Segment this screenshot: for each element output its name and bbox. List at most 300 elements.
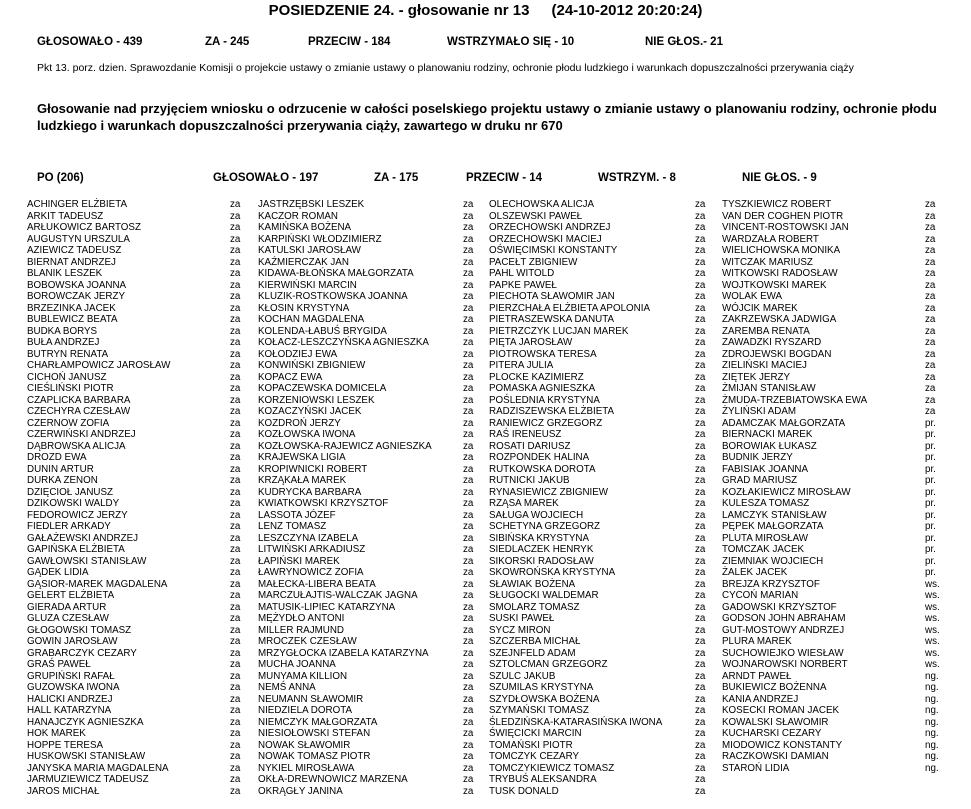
vote-value: za (695, 785, 706, 797)
deputy-name: CZERNOW ZOFIA (27, 417, 110, 429)
vote-value: za (695, 532, 706, 544)
deputy-name: SIEDLACZEK HENRYK (489, 544, 594, 555)
deputy-name: GAPIŃSKA ELŻBIETA (27, 544, 125, 555)
vote-value: za (925, 291, 936, 302)
vote-value: za (230, 521, 241, 532)
vote-value: za (463, 682, 474, 693)
deputy-name: CICHOŃ JANUSZ (27, 371, 107, 383)
vote-value: za (463, 590, 474, 601)
vote-value: za (695, 624, 706, 636)
vote-row (722, 648, 942, 660)
vote-value: za (463, 647, 474, 659)
vote-value: za (230, 325, 241, 337)
vote-value: za (695, 762, 706, 774)
total-no: PRZECIW - 184 (308, 36, 391, 48)
vote-value: pr. (925, 544, 936, 555)
vote-value: za (925, 268, 936, 279)
vote-value: za (695, 739, 706, 751)
vote-value: za (230, 728, 241, 739)
deputy-name: WOJTKOWSKI MAREK (722, 279, 827, 291)
vote-value: za (695, 544, 706, 555)
vote-value: za (695, 567, 706, 578)
vote-value: za (463, 429, 474, 440)
deputy-name: DROZD EWA (27, 452, 87, 463)
vote-row (489, 464, 705, 476)
deputy-name: KATULSKI JAROSŁAW (258, 245, 361, 256)
vote-value: za (463, 670, 474, 682)
vote-value: za (463, 463, 474, 475)
vote-value: za (463, 532, 474, 544)
deputy-name: RACZKOWSKI DAMIAN (722, 751, 829, 762)
deputy-name: KOZŁOWSKA IWONA (258, 429, 356, 440)
vote-row (258, 268, 479, 280)
vote-value: za (463, 325, 474, 337)
vote-value: za (230, 475, 241, 486)
vote-row (258, 418, 479, 430)
vote-value: za (463, 751, 474, 762)
vote-value: za (230, 647, 241, 659)
deputy-name: MĘŻYDŁO ANTONI (258, 613, 345, 624)
vote-value: za (463, 498, 474, 509)
vote-value: pr. (925, 521, 936, 532)
vote-value: za (925, 383, 936, 394)
deputy-name: SIKORSKI RADOSŁAW (489, 555, 594, 567)
vote-row (489, 360, 705, 372)
vote-value: za (695, 325, 706, 337)
deputy-name: ŻYLIŃSKI ADAM (722, 406, 797, 417)
deputy-name: BRZEZINKA JACEK (27, 302, 116, 314)
vote-row (722, 590, 942, 602)
vote-value: za (230, 463, 241, 475)
vote-value: za (463, 348, 474, 360)
vote-value: za (925, 337, 936, 348)
vote-row (27, 763, 252, 775)
deputy-name: KAMIŃSKA BOŻENA (258, 222, 352, 233)
vote-row (27, 694, 252, 706)
vote-row (489, 383, 705, 395)
deputy-name: SZYDŁOWSKA BOŻENA (489, 693, 600, 705)
vote-row (258, 751, 479, 763)
deputy-name: PACEŁT ZBIGNIEW (489, 256, 578, 268)
club-voted: GŁOSOWAŁO - 197 (213, 172, 319, 184)
deputy-name: KOZACZYŃSKI JACEK (258, 406, 362, 417)
vote-value: za (230, 417, 241, 429)
vote-value: za (695, 659, 706, 670)
deputy-name: SZYMAŃSKI TOMASZ (489, 705, 589, 716)
vote-row (489, 372, 705, 384)
vote-row (489, 234, 705, 246)
vote-value: za (463, 601, 474, 613)
vote-value: za (230, 555, 241, 567)
vote-row (27, 567, 252, 579)
vote-value: za (463, 475, 474, 486)
deputy-name: GAŁAŻEWSKI ANDRZEJ (27, 532, 139, 544)
vote-row (27, 291, 252, 303)
vote-row (722, 429, 942, 441)
vote-row (27, 544, 252, 556)
deputy-name: CZECHYRA CZESŁAW (27, 406, 131, 417)
vote-value: za (463, 762, 474, 774)
vote-value: za (695, 222, 706, 233)
vote-value: za (230, 532, 241, 544)
vote-value: za (230, 256, 241, 268)
vote-value: za (463, 636, 474, 647)
vote-value: za (230, 590, 241, 601)
deputy-name: SUSKI PAWEŁ (489, 613, 555, 624)
deputy-name: MAŁECKA-LIBERA BEATA (258, 578, 376, 590)
vote-value: za (230, 613, 241, 624)
deputy-name: BREJZA KRZYSZTOF (722, 578, 820, 590)
vote-row (27, 682, 252, 694)
deputy-name: KOWALSKI SŁAWOMIR (722, 716, 829, 728)
vote-row (27, 740, 252, 752)
vote-row (722, 579, 942, 591)
deputy-name: KŁOSIN KRYSTYNA (258, 302, 350, 314)
vote-value: ws. (925, 647, 940, 659)
vote-value: za (230, 337, 241, 348)
vote-value: za (695, 716, 706, 728)
deputy-name: KOPACZ EWA (258, 371, 323, 383)
deputy-name: SZUMILAS KRYSTYNA (489, 682, 594, 693)
deputy-name: PIĘTA JAROSŁAW (489, 337, 573, 348)
deputy-name: NEUMANN SŁAWOMIR (258, 693, 364, 705)
deputy-name: KACZOR ROMAN (258, 210, 339, 222)
vote-row (258, 395, 479, 407)
vote-row (258, 222, 479, 234)
vote-row (489, 579, 705, 591)
vote-value: ws. (925, 613, 940, 624)
vote-value: za (463, 268, 474, 279)
deputy-name: OLSZEWSKI PAWEŁ (489, 210, 583, 222)
vote-value: za (463, 486, 474, 498)
vote-value: za (695, 210, 706, 222)
vote-value: ng. (925, 705, 939, 716)
deputy-name: TOMCZYKIEWICZ TOMASZ (489, 762, 615, 774)
vote-value: za (230, 509, 241, 521)
deputy-name: KONWIŃSKI ZBIGNIEW (258, 360, 366, 371)
vote-value: za (695, 256, 706, 268)
page-title (0, 2, 971, 20)
deputy-name: ARNDT PAWEŁ (722, 670, 792, 682)
vote-row (489, 751, 705, 763)
deputy-name: HALICKI ANDRZEJ (27, 693, 113, 705)
vote-row (722, 395, 942, 407)
vote-value: za (925, 245, 936, 256)
deputy-name: GRAŚ PAWEŁ (27, 659, 91, 670)
vote-value: za (230, 498, 241, 509)
vote-value: za (463, 578, 474, 590)
vote-row (489, 429, 705, 441)
vote-value: za (695, 728, 706, 739)
vote-value: za (695, 291, 706, 302)
vote-value: za (230, 371, 241, 383)
vote-value: za (230, 601, 241, 613)
vote-row (489, 786, 705, 798)
vote-row (258, 245, 479, 257)
total-not-voted: NIE GŁOS.- 21 (645, 36, 723, 48)
vote-value: za (695, 394, 706, 406)
deputy-name: PĘPEK MAŁGORZATA (722, 521, 824, 532)
deputy-name: KULESZA TOMASZ (722, 498, 810, 509)
deputy-name: PITERA JULIA (489, 360, 554, 371)
vote-value: za (230, 210, 241, 222)
deputy-name: KLUZIK-ROSTKOWSKA JOANNA (258, 291, 408, 302)
vote-row (722, 728, 942, 740)
vote-value: za (230, 222, 241, 233)
vote-value: pr. (925, 498, 936, 509)
deputy-name: GLUZA CZESŁAW (27, 613, 109, 624)
deputy-name: ŻALEK JACEK (722, 567, 788, 578)
deputy-name: PLUTA MIROSŁAW (722, 532, 809, 544)
vote-value: za (230, 279, 241, 291)
club-summary (0, 172, 971, 188)
vote-row (27, 268, 252, 280)
vote-row (27, 659, 252, 671)
deputy-name: SIBIŃSKA KRYSTYNA (489, 532, 590, 544)
vote-row (27, 590, 252, 602)
vote-row (489, 211, 705, 223)
vote-value: ws. (925, 659, 940, 670)
deputy-name: GĄSIOR-MAREK MAGDALENA (27, 578, 168, 590)
deputy-name: SMOLARZ TOMASZ (489, 601, 580, 613)
vote-datetime: (24-10-2012 20:20:24) (551, 2, 703, 19)
vote-row (489, 280, 705, 292)
deputy-name: HALL KATARZYNA (27, 705, 112, 716)
vote-row (722, 222, 942, 234)
vote-row (258, 406, 479, 418)
deputy-name: ACHINGER ELŻBIETA (27, 199, 127, 210)
vote-row (258, 717, 479, 729)
vote-row (258, 774, 479, 786)
deputy-name: FIEDLER ARKADY (27, 521, 111, 532)
vote-value: za (925, 199, 936, 210)
vote-row (489, 349, 705, 361)
vote-row (27, 613, 252, 625)
vote-row (27, 257, 252, 269)
vote-row (722, 705, 942, 717)
deputy-name: MUCHA JOANNA (258, 659, 336, 670)
deputy-name: ZDROJEWSKI BOGDAN (722, 348, 832, 360)
vote-row (489, 337, 705, 349)
deputy-name: CZAPLICKA BARBARA (27, 394, 131, 406)
vote-row (722, 464, 942, 476)
deputy-name: KOZŁAKIEWICZ MIROSŁAW (722, 486, 851, 498)
vote-row (489, 418, 705, 430)
deputy-name: TOMCZAK JACEK (722, 544, 805, 555)
vote-row (27, 395, 252, 407)
deputy-name: NYKIEL MIROSŁAWA (258, 762, 355, 774)
vote-row (27, 579, 252, 591)
vote-row (258, 705, 479, 717)
vote-value: za (695, 647, 706, 659)
vote-row (258, 659, 479, 671)
vote-value: ws. (925, 624, 940, 636)
club-name: PO (206) (37, 172, 84, 184)
vote-value: ng. (925, 693, 939, 705)
vote-value: za (695, 337, 706, 348)
deputy-name: KWIATKOWSKI KRZYSZTOF (258, 498, 389, 509)
vote-row (489, 774, 705, 786)
vote-value: za (230, 268, 241, 279)
vote-value: za (463, 716, 474, 728)
vote-value: za (230, 291, 241, 302)
deputy-name: ORZECHOWSKI ANDRZEJ (489, 222, 611, 233)
vote-row (258, 452, 479, 464)
vote-row (258, 314, 479, 326)
vote-value: za (463, 693, 474, 705)
deputy-name: ZIEMNIAK WOJCIECH (722, 555, 824, 567)
vote-row (722, 383, 942, 395)
vote-value: za (230, 670, 241, 682)
vote-row (27, 337, 252, 349)
deputy-name: ZAREMBA RENATA (722, 325, 810, 337)
deputy-name: GUZOWSKA IWONA (27, 682, 120, 693)
deputy-name: AUGUSTYN URSZULA (27, 233, 130, 245)
deputy-name: SZEJNFELD ADAM (489, 647, 576, 659)
vote-value: za (230, 440, 241, 452)
deputy-name: OKŁA-DREWNOWICZ MARZENA (258, 774, 408, 785)
deputy-name: KROPIWNICKI ROBERT (258, 463, 368, 475)
agenda-item: Pkt 13. porz. dzien. Sprawozdanie Komisji o projekcie ustawy o zmianie ustawy o planowaniu rodziny, ochronie płodu ludzkiego i warunkach dopuszczalności przerywania ciąży (37, 62, 854, 74)
deputy-name: GUT-MOSTOWY ANDRZEJ (722, 624, 845, 636)
vote-value: za (463, 383, 474, 394)
vote-row (722, 211, 942, 223)
vote-value: za (695, 268, 706, 279)
vote-row (27, 349, 252, 361)
vote-row (722, 314, 942, 326)
deputy-name: BUKIEWICZ BOŻENNA (722, 682, 827, 693)
vote-value: za (463, 406, 474, 417)
vote-row (489, 510, 705, 522)
vote-value: za (695, 590, 706, 601)
deputy-name: GAWŁOWSKI STANISŁAW (27, 555, 147, 567)
vote-value: za (230, 314, 241, 325)
deputy-name: NEMŚ ANNA (258, 682, 316, 693)
vote-value: za (230, 636, 241, 647)
vote-row (258, 579, 479, 591)
deputy-name: WOLAK EWA (722, 291, 783, 302)
vote-value: za (463, 728, 474, 739)
vote-row (258, 475, 479, 487)
vote-row (489, 763, 705, 775)
vote-row (258, 648, 479, 660)
deputy-name: ZAWADZKI RYSZARD (722, 337, 822, 348)
deputy-name: DURKA ZENON (27, 475, 98, 486)
vote-value: za (695, 705, 706, 716)
vote-value: za (463, 314, 474, 325)
vote-value: za (695, 233, 706, 245)
vote-value: za (695, 199, 706, 210)
vote-value: za (695, 774, 706, 785)
deputy-name: PIERZCHAŁA ELŻBIETA APOLONIA (489, 302, 650, 314)
vote-row (489, 613, 705, 625)
vote-row (722, 475, 942, 487)
vote-value: za (925, 256, 936, 268)
vote-value: za (230, 233, 241, 245)
vote-row (27, 429, 252, 441)
vote-value: za (925, 279, 936, 291)
vote-row (258, 786, 479, 798)
vote-column-4 (722, 199, 942, 774)
vote-row (258, 280, 479, 292)
vote-row (489, 257, 705, 269)
vote-row (258, 521, 479, 533)
total-abstained: WSTRZYMAŁO SIĘ - 10 (447, 36, 575, 48)
vote-value: za (463, 705, 474, 716)
vote-row (722, 740, 942, 752)
vote-value: za (463, 371, 474, 383)
deputy-name: ARKIT TADEUSZ (27, 210, 104, 222)
vote-value: za (463, 440, 474, 452)
vote-value: za (230, 567, 241, 578)
deputy-name: ROZPONDEK HALINA (489, 452, 590, 463)
deputy-name: BUBLEWICZ BEATA (27, 314, 118, 325)
vote-value: za (230, 785, 241, 797)
deputy-name: GĄDEK LIDIA (27, 567, 89, 578)
vote-row (258, 613, 479, 625)
deputy-name: JASTRZĘBSKI LESZEK (258, 199, 365, 210)
vote-row (27, 728, 252, 740)
deputy-name: MRZYGŁOCKA IZABELA KATARZYNA (258, 647, 429, 659)
vote-value: pr. (925, 463, 936, 475)
vote-row (722, 682, 942, 694)
deputy-name: VAN DER COGHEN PIOTR (722, 210, 844, 222)
vote-row (722, 360, 942, 372)
vote-value: pr. (925, 486, 936, 498)
deputy-name: KAŹMIERCZAK JAN (258, 256, 349, 268)
deputy-name: KOLENDA-ŁABUŚ BRYGIDA (258, 325, 387, 337)
vote-row (722, 372, 942, 384)
deputy-name: FABISIAK JOANNA (722, 463, 809, 475)
deputy-name: POMASKA AGNIESZKA (489, 383, 596, 394)
vote-row (258, 303, 479, 315)
vote-row (722, 337, 942, 349)
vote-value: za (695, 693, 706, 705)
vote-row (489, 567, 705, 579)
deputy-name: ŻMIJAN STANISŁAW (722, 383, 816, 394)
vote-row (27, 556, 252, 568)
deputy-name: JARMUZIEWICZ TADEUSZ (27, 774, 149, 785)
deputy-name: ŚLEDZIŃSKA-KATARASIŃSKA IWONA (489, 716, 663, 728)
vote-row (722, 268, 942, 280)
vote-value: za (695, 682, 706, 693)
vote-row (258, 291, 479, 303)
vote-row (722, 521, 942, 533)
vote-value: za (463, 233, 474, 245)
deputy-name: SCHETYNA GRZEGORZ (489, 521, 601, 532)
vote-value: za (925, 360, 936, 371)
deputy-name: NIEMCZYK MAŁGORZATA (258, 716, 378, 728)
deputy-name: PAPKE PAWEŁ (489, 279, 557, 291)
vote-row (27, 360, 252, 372)
vote-row (722, 441, 942, 453)
vote-value: za (695, 463, 706, 475)
deputy-name: GRUPIŃSKI RAFAŁ (27, 670, 115, 682)
vote-value: ws. (925, 590, 940, 601)
vote-row (27, 774, 252, 786)
vote-value: za (230, 394, 241, 406)
vote-value: ng. (925, 751, 939, 762)
deputy-name: MIODOWICZ KONSTANTY (722, 739, 843, 751)
vote-row (722, 717, 942, 729)
vote-value: za (230, 486, 241, 498)
vote-value: za (463, 337, 474, 348)
vote-value: za (695, 440, 706, 452)
vote-row (489, 636, 705, 648)
vote-row (489, 326, 705, 338)
deputy-name: KUDRYCKA BARBARA (258, 486, 362, 498)
vote-row (27, 521, 252, 533)
